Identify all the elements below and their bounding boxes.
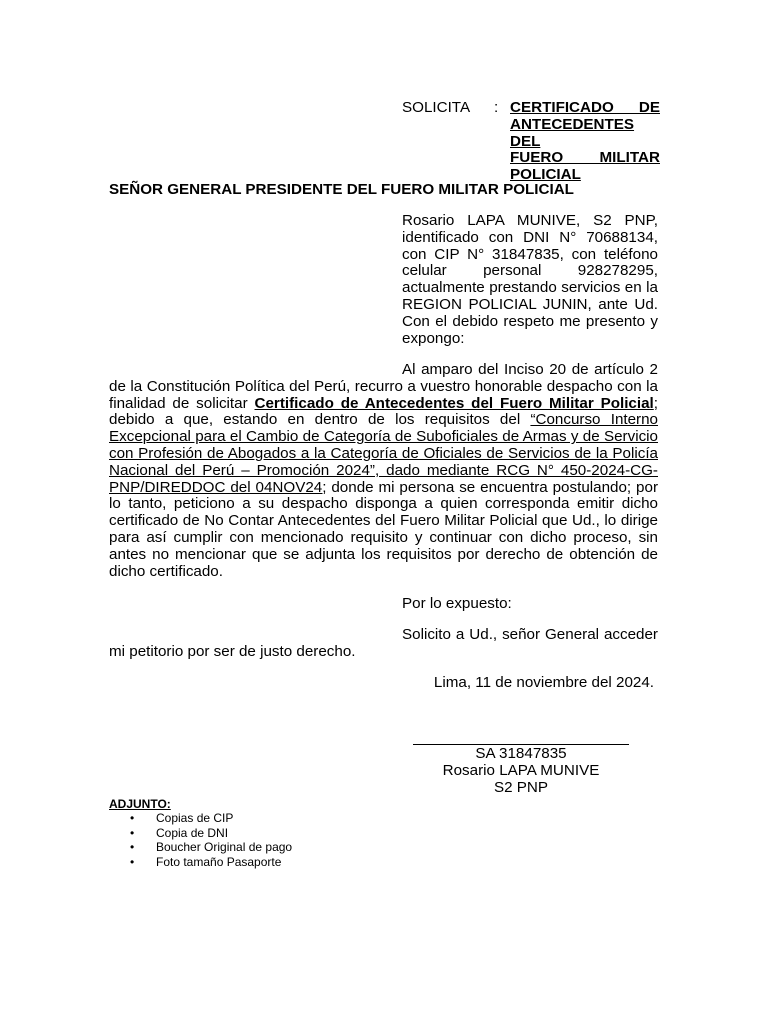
bullet-icon: • xyxy=(130,854,135,869)
body-text: Al amparo del Inciso 20 de artículo 2 de la Constitución Política del Perú, recurro a vuestro honorable despacho con la finalidad de solicitar xyxy=(109,361,658,412)
request-text: Solicito a Ud., señor General acceder mi petitorio por ser de justo derecho. xyxy=(109,626,658,660)
list-item: • Copia de DNI xyxy=(130,825,229,840)
subject-line: POLICIAL xyxy=(510,166,581,184)
addressee-heading: SEÑOR GENERAL PRESIDENTE DEL FUERO MILITAR POLICIAL xyxy=(109,181,574,198)
subject-line: CERTIFICADO DE xyxy=(510,99,660,116)
attachments-list xyxy=(109,811,509,869)
subject-colon: : xyxy=(494,99,499,116)
subject-value xyxy=(496,100,660,184)
signature-rank: S2 PNP xyxy=(493,778,549,796)
body-text: donde mi persona se encuentra postulando; por lo tanto, peticiono a su despacho disponga a quien corresponda emitir dicho certificado de No Contar Antecedentes del Fuero Militar Policial que Ud., lo dirige para así cumplir con mencionado requisito y continuar con dicho proceso, sin antes no mencionar que se adjunta los requisitos por derecho de obtención de dicho certificado. xyxy=(109,478,658,580)
place-date: Lima, 11 de noviembre del 2024. xyxy=(433,674,654,691)
subject-label: SOLICITA xyxy=(402,99,471,116)
subject-line: FUERO MILITAR xyxy=(510,149,660,167)
closing-phrase: Por lo expuesto: xyxy=(402,595,512,612)
signature-name: Rosario LAPA MUNIVE xyxy=(442,761,600,779)
attachments-title: ADJUNTO: xyxy=(109,797,171,811)
bullet-icon: • xyxy=(130,825,135,840)
attachments-section xyxy=(109,797,509,869)
bullet-icon: • xyxy=(130,840,135,855)
subject-line: ANTECEDENTES DEL xyxy=(510,115,635,150)
intro-paragraph: Rosario LAPA MUNIVE, S2 PNP, identificado con DNI N° 70688134, con CIP N° 31847835, con teléfono celular personal 928278295, actualmente prestando servicios en la REGION POLICIAL JUNIN, ante Ud. Con el debido respeto me presento y expongo: xyxy=(402,212,658,347)
certificate-name: Certificado de Antecedentes del Fuero Militar Policial xyxy=(254,394,654,412)
signature-block xyxy=(413,746,629,796)
contest-reference: “Concurso Interno Excepcional para el Cambio de Categoría de Suboficiales de Armas y de Servicio con Profesión de Abogados a la Categoría de Oficiales de Servicios de la Policía Nacional del Perú – Promoción 2024”, dado mediante RCG N° 450-2024-CG-PNP/DIREDDOC del 04NOV24; xyxy=(109,411,659,496)
list-item: • Copias de CIP xyxy=(130,811,234,826)
request-paragraph xyxy=(109,627,658,661)
list-item: • Boucher Original de pago xyxy=(130,840,293,855)
list-item: • Foto tamaño Pasaporte xyxy=(130,854,282,869)
bullet-icon: • xyxy=(130,811,135,826)
signature-id: SA 31847835 xyxy=(475,745,567,762)
body-text: ; debido a que, estando en dentro de los requisitos del xyxy=(109,394,658,429)
body-paragraph xyxy=(109,362,658,580)
